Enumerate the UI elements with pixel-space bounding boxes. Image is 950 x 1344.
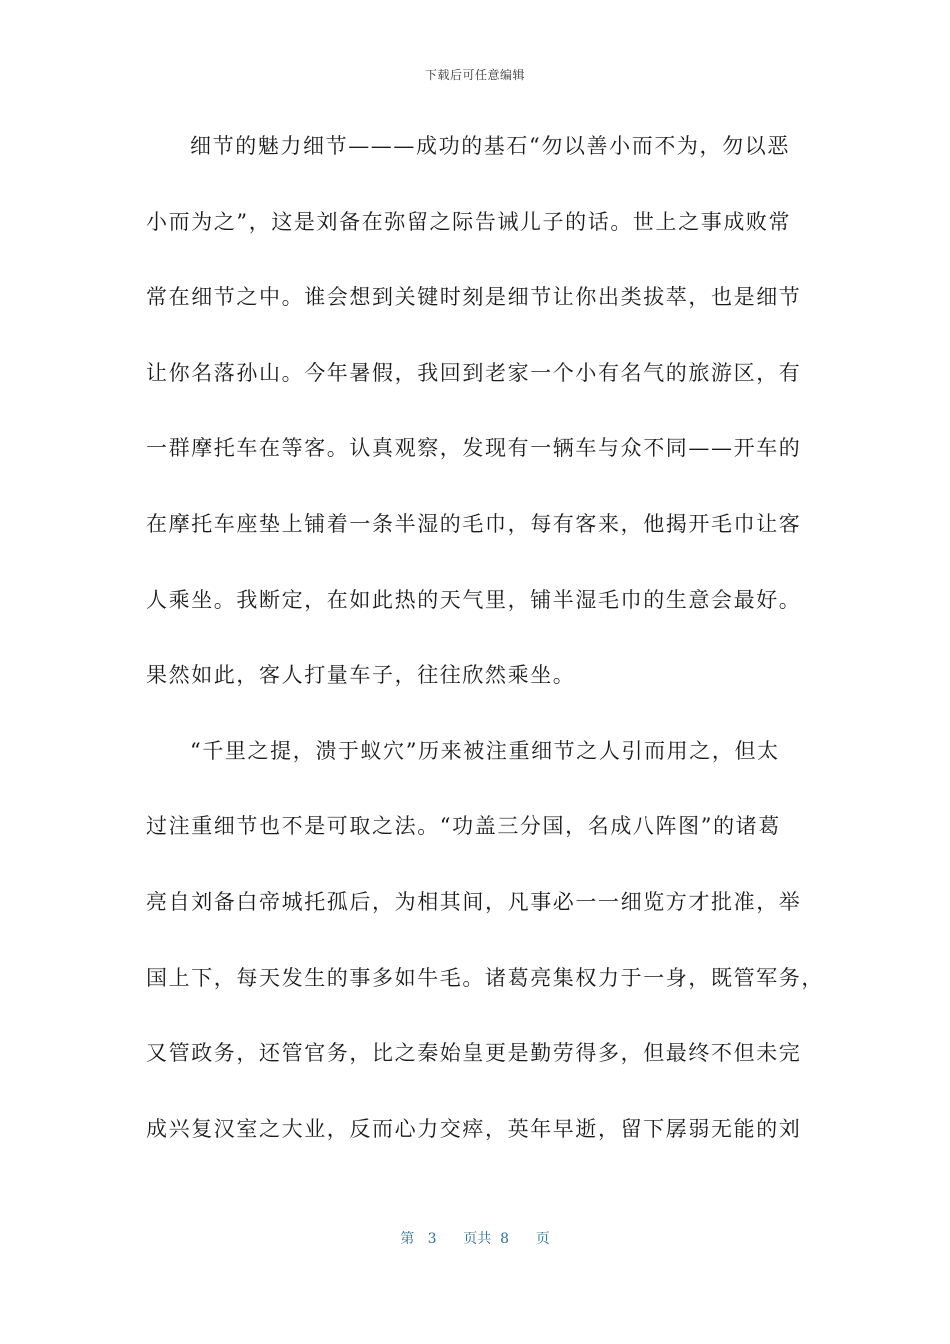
footer-suffix: 页 — [535, 1231, 550, 1247]
paragraph-1-line-4: 让你名落孙山。今年暑假，我回到老家一个小有名气的旅游区，有 — [146, 360, 802, 385]
paragraph-1-line-1: 细节的魅力细节———成功的基石“勿以善小而不为，勿以恶 — [190, 134, 790, 158]
paragraph-2-line-2: 过注重细节也不是可取之法。“功盖三分国，名成八阵图”的诸葛 — [146, 814, 781, 839]
paragraph-2-line-1: “千里之提，溃于蚁穴”历来被注重细节之人引而用之，但太 — [190, 738, 780, 763]
paragraph-2-line-3: 亮自刘备白帝城托孤后，为相其间，凡事必一一细览方才批准，举 — [146, 889, 802, 914]
footer-total-pages: 8 — [500, 1231, 510, 1247]
paragraph-1-line-8: 果然如此，客人打量车子，往往欣然乘坐。 — [146, 663, 576, 688]
paragraph-1-line-7: 人乘坐。我断定，在如此热的天气里，铺半湿毛巾的生意会最好。 — [146, 587, 802, 612]
footer-prefix: 第 — [400, 1231, 415, 1247]
paragraph-1-line-2: 小而为之”，这是刘备在弥留之际告诫儿子的话。世上之事成败常 — [146, 209, 792, 234]
page-header: 下载后可任意编辑 — [424, 68, 525, 82]
footer-middle: 页共 — [463, 1231, 492, 1247]
paragraph-1-line-3: 常在细节之中。谁会想到关键时刻是细节让你出类拔萃，也是细节 — [146, 285, 802, 310]
document-body — [146, 120, 824, 1178]
paragraph-2-line-6: 成兴复汉室之大业，反而心力交瘁，英年早逝，留下孱弱无能的刘 — [146, 1116, 802, 1141]
paragraph-1-line-6: 在摩托车座垫上铺着一条半湿的毛巾，每有客来，他揭开毛巾让客 — [146, 511, 802, 536]
paragraph-1-line-5: 一群摩托车在等客。认真观察，发现有一辆车与众不同——开车的 — [146, 436, 802, 461]
page-footer — [0, 1228, 950, 1248]
paragraph-2-line-5: 又管政务，还管官务，比之秦始皇更是勤劳得多，但最终不但未完 — [146, 1041, 802, 1066]
footer-current-page: 3 — [427, 1231, 437, 1247]
paragraph-2-line-4: 国上下，每天发生的事多如牛毛。诸葛亮集权力于一身，既管军务， — [146, 965, 824, 990]
